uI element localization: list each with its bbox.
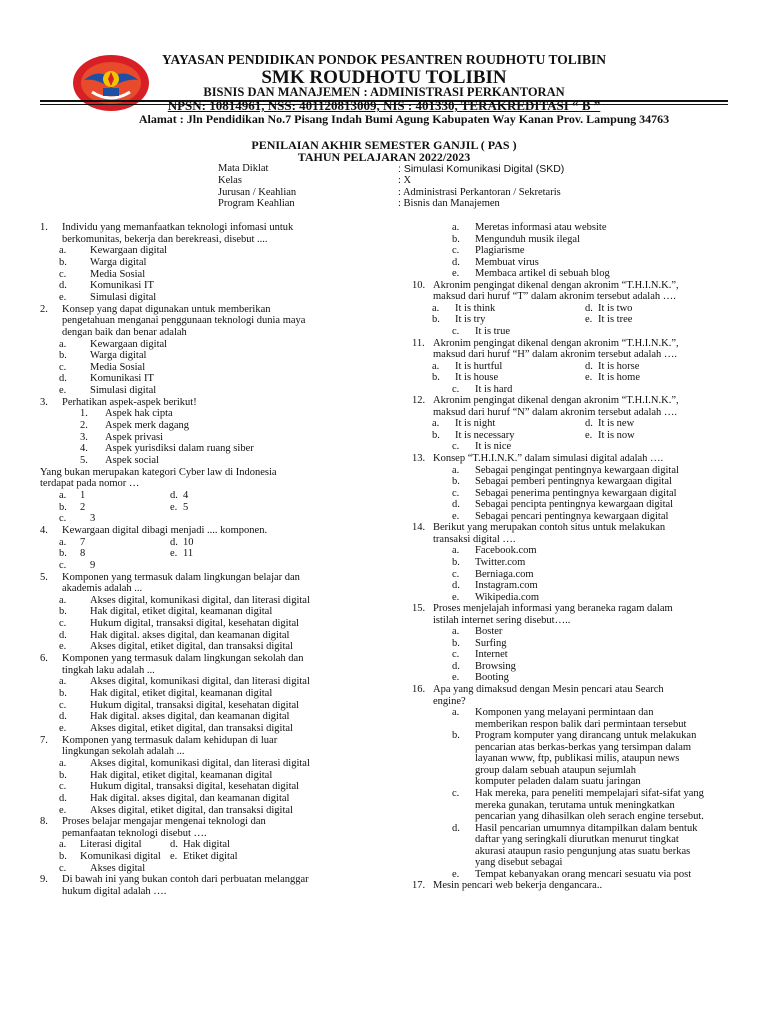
question-number: 16. — [412, 684, 426, 695]
answer-option: Akses digital, komunikasi digital, dan literasi digital — [90, 757, 310, 769]
answer-option: Sebagai pengingat pentingnya kewargaan digital — [475, 464, 679, 476]
answer-option: It is now — [598, 429, 635, 441]
list-item: Aspek hak cipta — [105, 408, 173, 420]
answer-option: 5 — [183, 501, 189, 513]
answer-letter: e. — [170, 548, 178, 560]
answer-letter: c. — [59, 618, 67, 630]
answer-option: It is try — [455, 314, 486, 326]
answer-option: Akses digital, etiket digital, dan transaksi digital — [90, 804, 293, 816]
answer-letter: c. — [59, 268, 67, 280]
question-text: Di bawah ini yang bukan contoh dari perbuatan melanggar — [62, 874, 309, 886]
answer-letter: d. — [170, 536, 178, 548]
question-text: Akronim pengingat dikenal dengan akronim “T.H.I.N.K.”, — [433, 279, 679, 291]
school-address: Alamat : Jln Pendidikan No.7 Pisang Indah Bumi Agung Kabupaten Way Kanan Prov. Lampung 34763 — [138, 112, 670, 126]
exam-year: TAHUN PELAJARAN 2022/2023 — [297, 150, 471, 164]
answer-letter: d. — [59, 373, 67, 385]
answer-letter: c. — [59, 513, 67, 525]
answer-option: Meretas informasi atau website — [475, 222, 607, 233]
answer-option: Akses digital, komunikasi digital, dan literasi digital — [90, 676, 310, 688]
answer-letter: b. — [432, 429, 440, 441]
question-text: pencarian yang dihasilkan oleh serach engine tersebut. — [475, 811, 704, 823]
answer-option: Komunikasi IT — [90, 373, 154, 385]
answer-option: Literasi digital — [80, 839, 142, 851]
question-text: akademis adalah ... — [62, 583, 143, 595]
answer-letter: a. — [59, 676, 67, 688]
answer-option: Facebook.com — [475, 545, 537, 557]
list-number: 2. — [80, 420, 88, 432]
answer-option: Komunikasi digital — [80, 851, 161, 863]
question-number: 17. — [412, 880, 426, 892]
question-text: lingkungan sekolah adalah ... — [62, 746, 185, 758]
question-text: Akronim pengingat dikenal dengan akronim “T.H.I.N.K.”, — [433, 395, 679, 407]
answer-letter: d. — [170, 489, 178, 501]
answer-option: It is house — [455, 372, 499, 384]
answer-option: Kewargaan digital — [90, 338, 168, 350]
question-number: 2. — [40, 303, 48, 315]
answer-option: It is hard — [475, 383, 513, 395]
answer-option: It is home — [598, 372, 640, 384]
question-text: Proses menjelajah informasi yang beraneka ragam dalam — [433, 603, 673, 615]
list-number: 5. — [80, 455, 88, 466]
question-text: maksud dari huruf “H” dalam akronim tersebut adalah …. — [433, 349, 678, 361]
question-text: pemanfaatan teknologi disebut …. — [62, 827, 207, 839]
answer-letter: a. — [59, 245, 67, 257]
question-text: Yang bukan merupakan kategori Cyber law di Indonesia — [40, 466, 277, 478]
answer-letter: b. — [59, 851, 67, 863]
question-text: engine? — [433, 695, 466, 707]
question-text: yang disebut sebagai — [475, 857, 563, 869]
answer-option: Hak digital. akses digital, dan keamanan digital — [90, 629, 290, 641]
answer-option: 4 — [183, 489, 189, 501]
answer-letter: a. — [452, 222, 460, 233]
question-text: Individu yang memanfaatkan teknologi infomasi untuk — [62, 222, 294, 233]
answer-option: Akses digital, etiket digital, dan transaksi digital — [90, 722, 293, 734]
question-text: Mesin pencari web bekerja dengancara.. — [433, 880, 603, 892]
answer-letter: c. — [452, 649, 460, 661]
list-number: 3. — [80, 431, 88, 443]
answer-letter: a. — [452, 707, 460, 719]
answer-option: Boster — [475, 626, 503, 638]
list-item: Aspek social — [105, 455, 159, 466]
answer-letter: b. — [452, 233, 460, 245]
question-number: 4. — [40, 524, 48, 536]
info-label: Kelas — [218, 175, 242, 186]
exam-title: PENILAIAN AKHIR SEMESTER GANJIL ( PAS ) — [251, 138, 517, 152]
answer-option: Sebagai pencipta pentingnya kewargaan digital — [475, 499, 674, 511]
school-name: SMK ROUDHOTU TOLIBIN — [261, 67, 507, 88]
question-text: Konsep yang dapat digunakan untuk memberikan — [62, 303, 271, 315]
question-number: 9. — [40, 874, 48, 886]
answer-letter: d. — [59, 629, 67, 641]
question-text: istilah internet sering disebut….. — [433, 614, 571, 626]
question-text: Komponen yang termasuk dalam lingkungan belajar dan — [62, 571, 300, 583]
answer-letter: a. — [59, 757, 67, 769]
answer-letter: e. — [59, 804, 67, 816]
answer-letter: c. — [452, 487, 460, 499]
question-text: terdapat pada nomor … — [40, 478, 140, 490]
answer-option: Hukum digital, transaksi digital, kesehatan digital — [90, 699, 300, 711]
answer-option: Booting — [475, 672, 509, 684]
answer-letter: a. — [432, 418, 440, 430]
answer-letter: c. — [59, 559, 67, 571]
question-text: layanan www, ftp, publikasi milis, ataupun news — [475, 753, 680, 765]
answer-letter: e. — [170, 501, 178, 513]
answer-letter: e. — [59, 291, 67, 303]
answer-letter: c. — [452, 325, 460, 337]
answer-option: Instagram.com — [475, 580, 538, 592]
answer-option: Hukum digital, transaksi digital, kesehatan digital — [90, 781, 300, 793]
answer-letter: a. — [59, 839, 67, 851]
question-text: maksud dari huruf “T” dalam akronim tersebut adalah …. — [433, 291, 676, 303]
list-item: Aspek yurisdiksi dalam ruang siber — [105, 443, 254, 455]
answer-option: Komunikasi IT — [90, 280, 154, 292]
answer-letter: c. — [59, 862, 67, 874]
question-text: Komponen yang termasuk dalam kehidupan di luar — [62, 734, 278, 746]
question-number: 12. — [412, 395, 426, 407]
answer-letter: b. — [59, 256, 67, 268]
answer-option: 3 — [90, 513, 96, 525]
answer-letter: c. — [452, 383, 460, 395]
school-ids: NPSN: 10814961, NSS: 401120813009, NIS : 401330, TERAKREDITASI “ B ” — [167, 98, 601, 113]
answer-letter: e. — [452, 672, 460, 684]
answer-letter: d. — [452, 580, 460, 592]
answer-option: 8 — [80, 548, 86, 560]
answer-letter: d. — [452, 499, 460, 511]
answer-letter: c. — [452, 441, 460, 453]
info-value: : X — [398, 175, 412, 186]
answer-option: It is think — [455, 302, 496, 314]
info-label: Mata Diklat — [218, 163, 269, 174]
answer-letter: d. — [585, 418, 593, 430]
question-text: transaksi digital …. — [433, 533, 516, 545]
question-text: hukum digital adalah …. — [62, 886, 167, 898]
answer-option: It is night — [455, 418, 496, 430]
answer-option: Wikipedia.com — [475, 591, 540, 603]
answer-letter: e. — [452, 591, 460, 603]
answer-letter: e. — [585, 429, 593, 441]
question-number: 3. — [40, 396, 48, 408]
question-text: Perhatikan aspek-aspek berikut! — [62, 396, 197, 408]
answer-option: Sebagai pemberi pentingnya kewargaan digital — [475, 476, 672, 488]
answer-option: Tempat kebanyakan orang mencari sesuatu via post — [475, 868, 692, 880]
answer-option: Akses digital — [90, 862, 146, 874]
answer-letter: a. — [59, 489, 67, 501]
question-text: Proses belajar mengajar mengenai teknologi dan — [62, 816, 266, 828]
answer-option: Simulasi digital — [90, 385, 157, 397]
answer-option: Warga digital — [90, 256, 147, 268]
answer-letter: d. — [452, 256, 460, 268]
question-number: 5. — [40, 571, 48, 583]
answer-option: Browsing — [475, 660, 516, 672]
question-text: Akronim pengingat dikenal dengan akronim “T.H.I.N.K.”, — [433, 337, 679, 349]
answer-letter: a. — [452, 626, 460, 638]
question-number: 13. — [412, 453, 426, 464]
answer-letter: b. — [432, 314, 440, 326]
question-number: 6. — [40, 653, 48, 665]
answer-letter: b. — [59, 350, 67, 362]
answer-letter: e. — [59, 385, 67, 397]
answer-option: Sebagai penerima pentingnya kewargaan digital — [475, 487, 677, 499]
answer-option: Plagiarisme — [475, 245, 525, 257]
info-value: : Simulasi Komunikasi Digital (SKD) — [398, 163, 565, 175]
answer-option: Hukum digital, transaksi digital, kesehatan digital — [90, 618, 300, 630]
answer-letter: e. — [452, 268, 460, 280]
answer-option: It is tree — [598, 314, 633, 326]
answer-letter: b. — [452, 730, 460, 742]
question-text: Apa yang dimaksud dengan Mesin pencari atau Search — [433, 684, 664, 695]
answer-option: Hak mereka, para peneliti mempelajari sifat-sifat yang — [475, 787, 704, 799]
answer-option: Twitter.com — [475, 556, 526, 568]
program-name: BISNIS DAN MANAJEMEN : ADMINISTRASI PERKANTORAN — [203, 85, 565, 99]
question-text: Berikut yang merupakan contoh situs untuk melakukan — [433, 522, 666, 534]
question-text: dengan baik dan benar adalah — [62, 326, 187, 338]
answer-letter: c. — [59, 781, 67, 793]
answer-option: It is necessary — [455, 429, 515, 441]
answer-option: Media Sosial — [90, 268, 146, 280]
answer-option: It is new — [598, 418, 635, 430]
answer-letter: d. — [59, 280, 67, 292]
answer-option: Hak digital. akses digital, dan keamanan digital — [90, 711, 290, 723]
answer-option: Akses digital, etiket digital, dan transaksi digital — [90, 641, 293, 653]
answer-option: Internet — [475, 649, 508, 661]
answer-option: Program komputer yang dirancang untuk melakukan — [475, 730, 697, 742]
answer-option: It is horse — [598, 360, 640, 372]
answer-letter: c. — [59, 361, 67, 373]
question-text: berkomunitas, bekerja dan berekreasi, disebut .... — [62, 233, 268, 245]
question-text: mereka gunakan, terutama untuk meningkatkan — [475, 799, 675, 811]
answer-letter: e. — [585, 372, 593, 384]
answer-letter: b. — [59, 501, 67, 513]
answer-option: Sebagai pencari pentingnya kewargaan digital — [475, 510, 669, 522]
answer-letter: a. — [59, 536, 67, 548]
question-text: pengetahuan menganai penggunaan teknologi dunia maya — [62, 315, 306, 327]
answer-letter: d. — [452, 660, 460, 672]
answer-letter: a. — [452, 545, 460, 557]
question-text: memberikan respon balik dari permintaan tersebut — [475, 718, 687, 730]
info-label: Jurusan / Keahlian — [218, 187, 297, 198]
list-item: Aspek merk dagang — [105, 420, 189, 432]
answer-option: Membaca artikel di sebuah blog — [475, 268, 610, 280]
answer-letter: b. — [59, 548, 67, 560]
question-text: Komponen yang termasuk dalam lingkungan sekolah dan — [62, 653, 304, 665]
answer-option: Simulasi digital — [90, 291, 157, 303]
answer-letter: c. — [452, 787, 460, 799]
answer-letter: a. — [432, 360, 440, 372]
answer-letter: b. — [452, 476, 460, 488]
answer-letter: b. — [59, 606, 67, 618]
answer-option: Hasil pencarian umumnya ditampilkan dalam bentuk — [475, 822, 698, 834]
list-number: 4. — [80, 443, 88, 455]
answer-option: Media Sosial — [90, 361, 146, 373]
list-item: Aspek privasi — [105, 431, 164, 443]
answer-letter: d. — [170, 839, 178, 851]
answer-option: Membuat virus — [475, 256, 539, 268]
answer-option: Kewargaan digital — [90, 245, 168, 257]
question-text: komputer peladen dalam suatu jaringan — [475, 776, 641, 788]
info-label: Program Keahlian — [218, 198, 295, 209]
answer-option: Berniaga.com — [475, 568, 534, 580]
answer-letter: b. — [452, 637, 460, 649]
answer-letter: e. — [170, 851, 178, 863]
answer-letter: b. — [432, 372, 440, 384]
answer-letter: e. — [59, 722, 67, 734]
answer-option: 10 — [183, 536, 194, 548]
answer-letter: d. — [452, 822, 460, 834]
answer-letter: b. — [59, 688, 67, 699]
answer-letter: c. — [59, 699, 67, 711]
answer-letter: e. — [59, 641, 67, 653]
answer-option: It is hurtful — [455, 360, 503, 372]
question-number: 11. — [412, 337, 425, 349]
question-number: 10. — [412, 279, 426, 291]
question-text: tingkah laku adalah ... — [62, 664, 155, 676]
answer-option: Warga digital — [90, 350, 147, 362]
answer-option: Hak digital. akses digital, dan keamanan digital — [90, 792, 290, 804]
question-text: daftar yang seringkali diurutkan menurut tingkat — [475, 834, 679, 846]
answer-letter: d. — [585, 360, 593, 372]
list-number: 1. — [80, 408, 88, 420]
answer-letter: d. — [59, 711, 67, 723]
answer-letter: b. — [452, 556, 460, 568]
answer-letter: c. — [452, 245, 460, 257]
question-text: group dalam sebuah ataupun sejumlah — [475, 764, 636, 776]
question-number: 15. — [412, 603, 426, 615]
answer-option: Hak digital, etiket digital, keamanan digital — [90, 688, 273, 699]
question-text: Konsep “T.H.I.N.K.” dalam simulasi digital adalah …. — [433, 453, 664, 464]
answer-letter: a. — [59, 594, 67, 606]
question-number: 8. — [40, 816, 48, 828]
answer-option: It is nice — [475, 441, 512, 453]
answer-option: Hak digital — [183, 839, 230, 851]
question-text: akurasi ataupun rasio pengunjung atas suatu berkas — [475, 845, 691, 857]
answer-option: Mengunduh musik ilegal — [475, 233, 580, 245]
answer-letter: e. — [585, 314, 593, 326]
answer-option: 11 — [183, 548, 194, 560]
answer-letter: d. — [585, 302, 593, 314]
answer-option: 9 — [90, 559, 96, 571]
answer-letter: c. — [452, 568, 460, 580]
question-number: 14. — [412, 522, 426, 534]
answer-letter: b. — [59, 769, 67, 781]
question-text: pencarian atas berkas-berkas yang tersimpan dalam — [475, 741, 692, 753]
answer-option: Hak digital, etiket digital, keamanan digital — [90, 606, 273, 618]
answer-option: Komponen yang melayani permintaan dan — [475, 707, 654, 719]
question-text: maksud dari huruf “N” dalam akronim tersebut adalah …. — [433, 406, 678, 418]
answer-letter: a. — [432, 302, 440, 314]
question-text: Kewargaan digital dibagi menjadi .... komponen. — [62, 524, 268, 536]
answer-option: 7 — [80, 536, 86, 548]
answer-option: Hak digital, etiket digital, keamanan digital — [90, 769, 273, 781]
answer-option: 1 — [80, 489, 86, 501]
answer-letter: e. — [452, 510, 460, 522]
answer-letter: a. — [452, 464, 460, 476]
answer-letter: d. — [59, 792, 67, 804]
answer-option: It is two — [598, 302, 633, 314]
question-number: 7. — [40, 734, 48, 746]
answer-letter: a. — [59, 338, 67, 350]
foundation-name: YAYASAN PENDIDIKAN PONDOK PESANTREN ROUDHOTU TOLIBIN — [162, 52, 606, 67]
info-value: : Administrasi Perkantoran / Sekretaris — [398, 187, 561, 198]
answer-option: Akses digital, komunikasi digital, dan literasi digital — [90, 594, 310, 606]
answer-option: Etiket digital — [183, 851, 238, 863]
info-value: : Bisnis dan Manajemen — [398, 198, 500, 209]
answer-option: 2 — [80, 501, 86, 513]
answer-option: Surfing — [475, 637, 507, 649]
answer-letter: e. — [452, 868, 460, 880]
answer-option: It is true — [475, 325, 510, 337]
question-number: 1. — [40, 222, 48, 233]
